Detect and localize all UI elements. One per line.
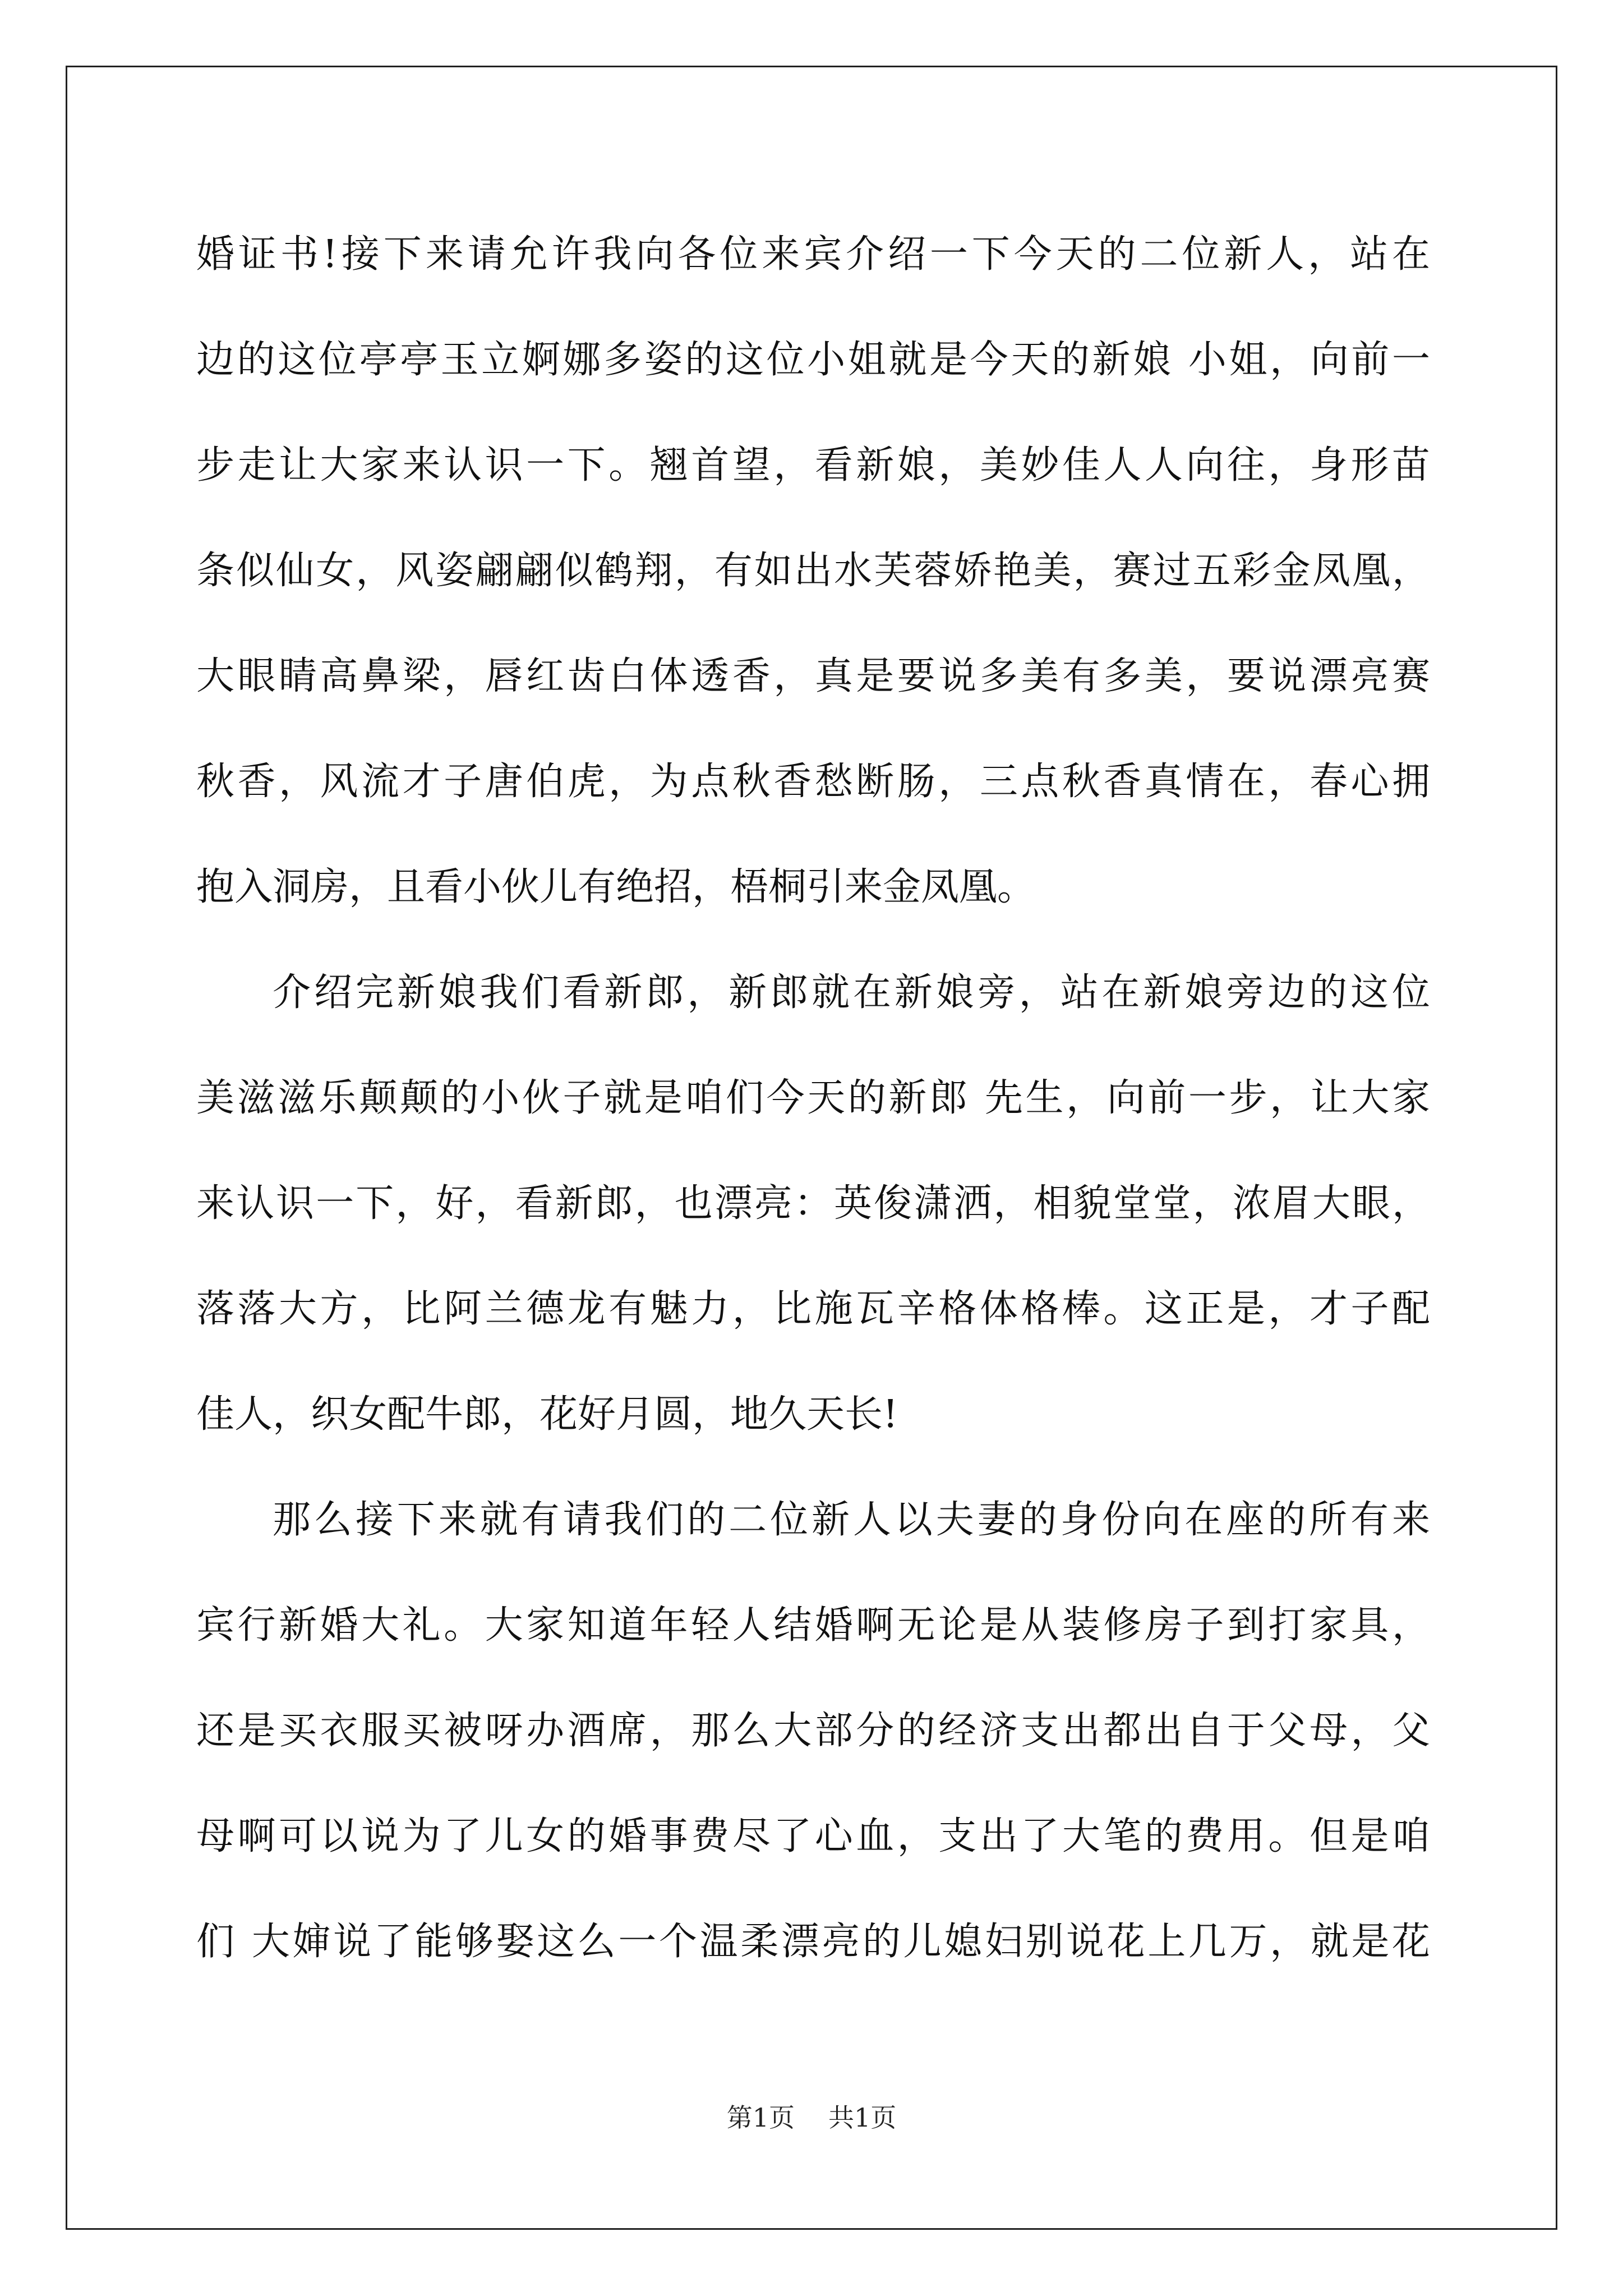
paragraph-2-line-1: 介绍完新娘我们看新郎，新郎就在新娘旁，站在新娘旁边的这位	[273, 970, 1430, 1015]
paragraph-3-line-2: 宾行新婚大礼。大家知道年轻人结婚啊无论是从装修房子到打家具，	[196, 1603, 1430, 1648]
paragraph-1-line-3: 步走让大家来认识一下。翘首望，看新娘，美妙佳人人向往，身形苗	[196, 443, 1430, 487]
paragraph-3-line-4: 母啊可以说为了儿女的婚事费尽了心血，支出了大笔的费用。但是咱	[196, 1814, 1430, 1858]
paragraph-3-line-1: 那么接下来就有请我们的二位新人以夫妻的身份向在座的所有来	[273, 1498, 1430, 1542]
paragraph-2-line-3: 来认识一下，好，看新郎，也漂亮：英俊潇洒，相貌堂堂，浓眉大眼，	[196, 1181, 1430, 1226]
paragraph-1-line-7: 抱入洞房，且看小伙儿有绝招，梧桐引来金凤凰。	[196, 865, 1036, 909]
paragraph-2-line-2: 美滋滋乐颠颠的小伙子就是咱们今天的新郎 先生，向前一步，让大家	[196, 1076, 1430, 1120]
page-number: 第1页	[726, 2102, 795, 2133]
paragraph-3-line-5: 们 大婶说了能够娶这么一个温柔漂亮的儿媳妇别说花上几万，就是花	[196, 1920, 1430, 1964]
paragraph-2-line-4: 落落大方，比阿兰德龙有魅力，比施瓦辛格体格棒。这正是，才子配	[196, 1287, 1430, 1331]
page-footer	[0, 2101, 1623, 2134]
paragraph-2-line-5: 佳人，织女配牛郎，花好月圆，地久天长!	[196, 1392, 898, 1437]
paragraph-1-line-1: 婚证书!接下来请允许我向各位来宾介绍一下今天的二位新人，站在	[196, 232, 1430, 277]
document-body	[196, 202, 1430, 1995]
paragraph-1-line-4: 条似仙女，风姿翩翩似鹤翔，有如出水芙蓉娇艳美，赛过五彩金凤凰，	[196, 549, 1430, 593]
paragraph-1-line-5: 大眼睛高鼻梁，唇红齿白体透香，真是要说多美有多美，要说漂亮赛	[196, 654, 1430, 698]
paragraph-1-line-6: 秋香，风流才子唐伯虎，为点秋香愁断肠，三点秋香真情在，春心拥	[196, 760, 1430, 804]
page-total: 共1页	[828, 2102, 897, 2133]
paragraph-3-line-3: 还是买衣服买被呀办酒席，那么大部分的经济支出都出自于父母，父	[196, 1709, 1430, 1753]
paragraph-1-line-2: 边的这位亭亭玉立婀娜多姿的这位小姐就是今天的新娘 小姐，向前一	[196, 338, 1430, 382]
